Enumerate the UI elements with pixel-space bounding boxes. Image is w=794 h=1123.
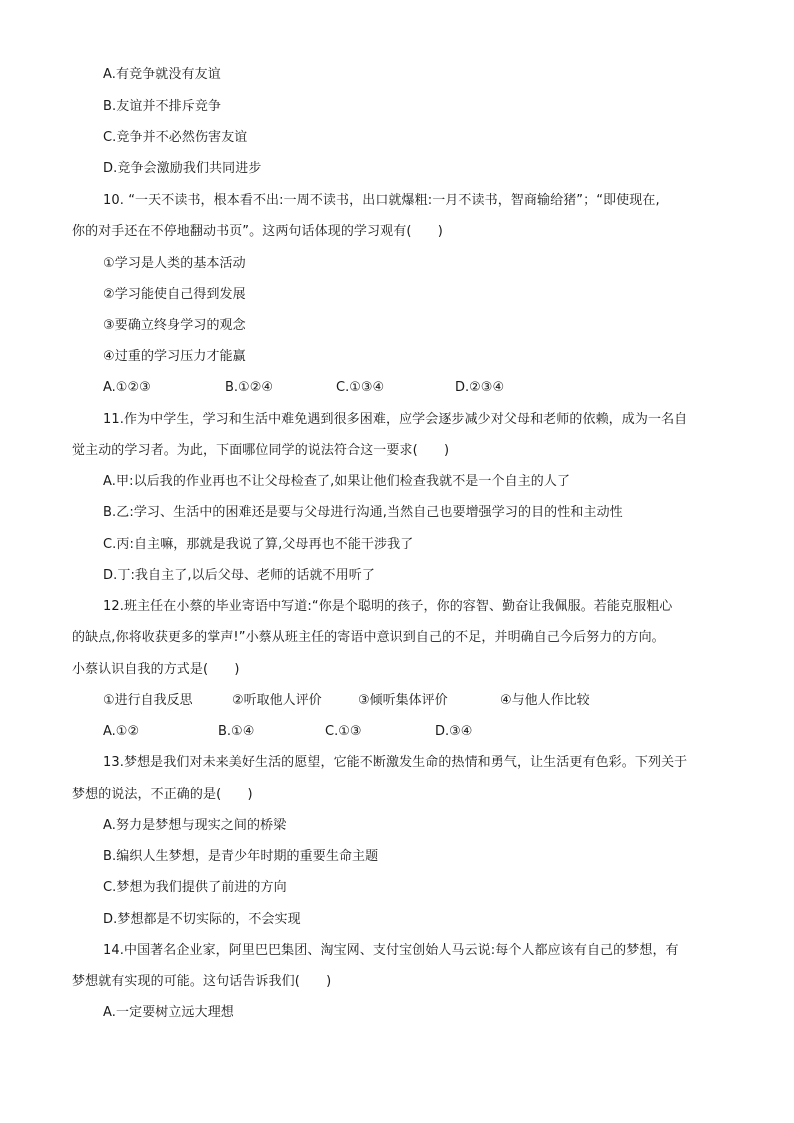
q10-choice-b: B.①②④ (225, 380, 274, 395)
q11-stem-line2: 觉主动的学习者。为此，下面哪位同学的说法符合这一要求( ) (72, 443, 450, 458)
q10-stem-line1: 10. “一天不读书，根本看不出:一周不读书，出口就爆粗:一月不读书，智商输给猪”；“即使现在, (103, 193, 660, 208)
q9-option-d: D.竞争会激励我们共同进步 (103, 161, 262, 176)
q13-option-d: D.梦想都是不切实际的，不会实现 (103, 912, 301, 927)
q9-option-a: A.有竞争就没有友谊 (103, 67, 221, 82)
q11-option-d: D.丁:我自主了,以后父母、老师的话就不用听了 (103, 568, 375, 583)
q11-option-c: C.丙:自主嘛，那就是我说了算,父母再也不能干涉我了 (103, 537, 414, 552)
q12-stem-line2: 的缺点,你将收获更多的掌声!”小蔡从班主任的寄语中意识到自己的不足，并明确自己今后努力的方向。 (72, 630, 665, 645)
q12-stem-line1: 12.班主任在小蔡的毕业寄语中写道:“你是个聪明的孩子，你的容智、勤奋让我佩服。若能克服粗心 (103, 599, 673, 614)
q14-stem-line1: 14.中国著名企业家，阿里巴巴集团、淘宝网、支付宝创始人马云说:每个人都应该有自己的梦想，有 (103, 943, 679, 958)
q14-stem-line2: 梦想就有实现的可能。这句话告诉我们( ) (72, 974, 332, 989)
q12-choice-a: A.①② (103, 724, 140, 739)
q12-item-4: ④与他人作比较 (500, 693, 590, 708)
q9-option-b: B.友谊并不排斥竞争 (103, 99, 222, 114)
q13-stem-line2: 梦想的说法，不正确的是( ) (72, 787, 253, 802)
q10-stem-line2: 你的对手还在不停地翻动书页”。这两句话体现的学习观有( ) (72, 224, 443, 239)
q12-item-1: ①进行自我反思 (103, 693, 193, 708)
q11-option-b: B.乙:学习、生活中的困难还是要与父母进行沟通,当然自己也要增强学习的目的性和主动性 (103, 505, 623, 520)
q13-option-b: B.编织人生梦想，是青少年时期的重要生命主题 (103, 849, 379, 864)
q13-stem-line1: 13.梦想是我们对未来美好生活的愿望，它能不断激发生命的热情和勇气，让生活更有色彩。下列关于 (103, 755, 688, 770)
q12-choice-b: B.①④ (218, 724, 255, 739)
q12-item-3: ③倾听集体评价 (358, 693, 448, 708)
q10-item-2: ②学习能使自己得到发展 (103, 287, 246, 302)
q12-choice-c: C.①③ (325, 724, 362, 739)
q14-option-a: A.一定要树立远大理想 (103, 1005, 234, 1020)
q11-option-a: A.甲:以后我的作业再也不让父母检查了,如果让他们检查我就不是一个自主的人了 (103, 474, 571, 489)
q12-choice-d: D.③④ (435, 724, 473, 739)
q10-choice-d: D.②③④ (455, 380, 505, 395)
q10-choice-a: A.①②③ (103, 380, 151, 395)
q11-stem-line1: 11.作为中学生，学习和生活中难免遇到很多困难，应学会逐步减少对父母和老师的依赖，成为一名自 (103, 412, 688, 427)
q10-item-3: ③要确立终身学习的观念 (103, 318, 246, 333)
q13-option-a: A.努力是梦想与现实之间的桥梁 (103, 818, 287, 833)
q10-item-1: ①学习是人类的基本活动 (103, 256, 246, 271)
q12-stem-line3: 小蔡认识自我的方式是( ) (72, 662, 240, 677)
q9-option-c: C.竞争并不必然伤害友谊 (103, 130, 248, 145)
q12-item-2: ②听取他人评价 (232, 693, 322, 708)
q10-item-4: ④过重的学习压力才能赢 (103, 349, 246, 364)
q13-option-c: C.梦想为我们提供了前进的方向 (103, 880, 287, 895)
q10-choice-c: C.①③④ (336, 380, 385, 395)
